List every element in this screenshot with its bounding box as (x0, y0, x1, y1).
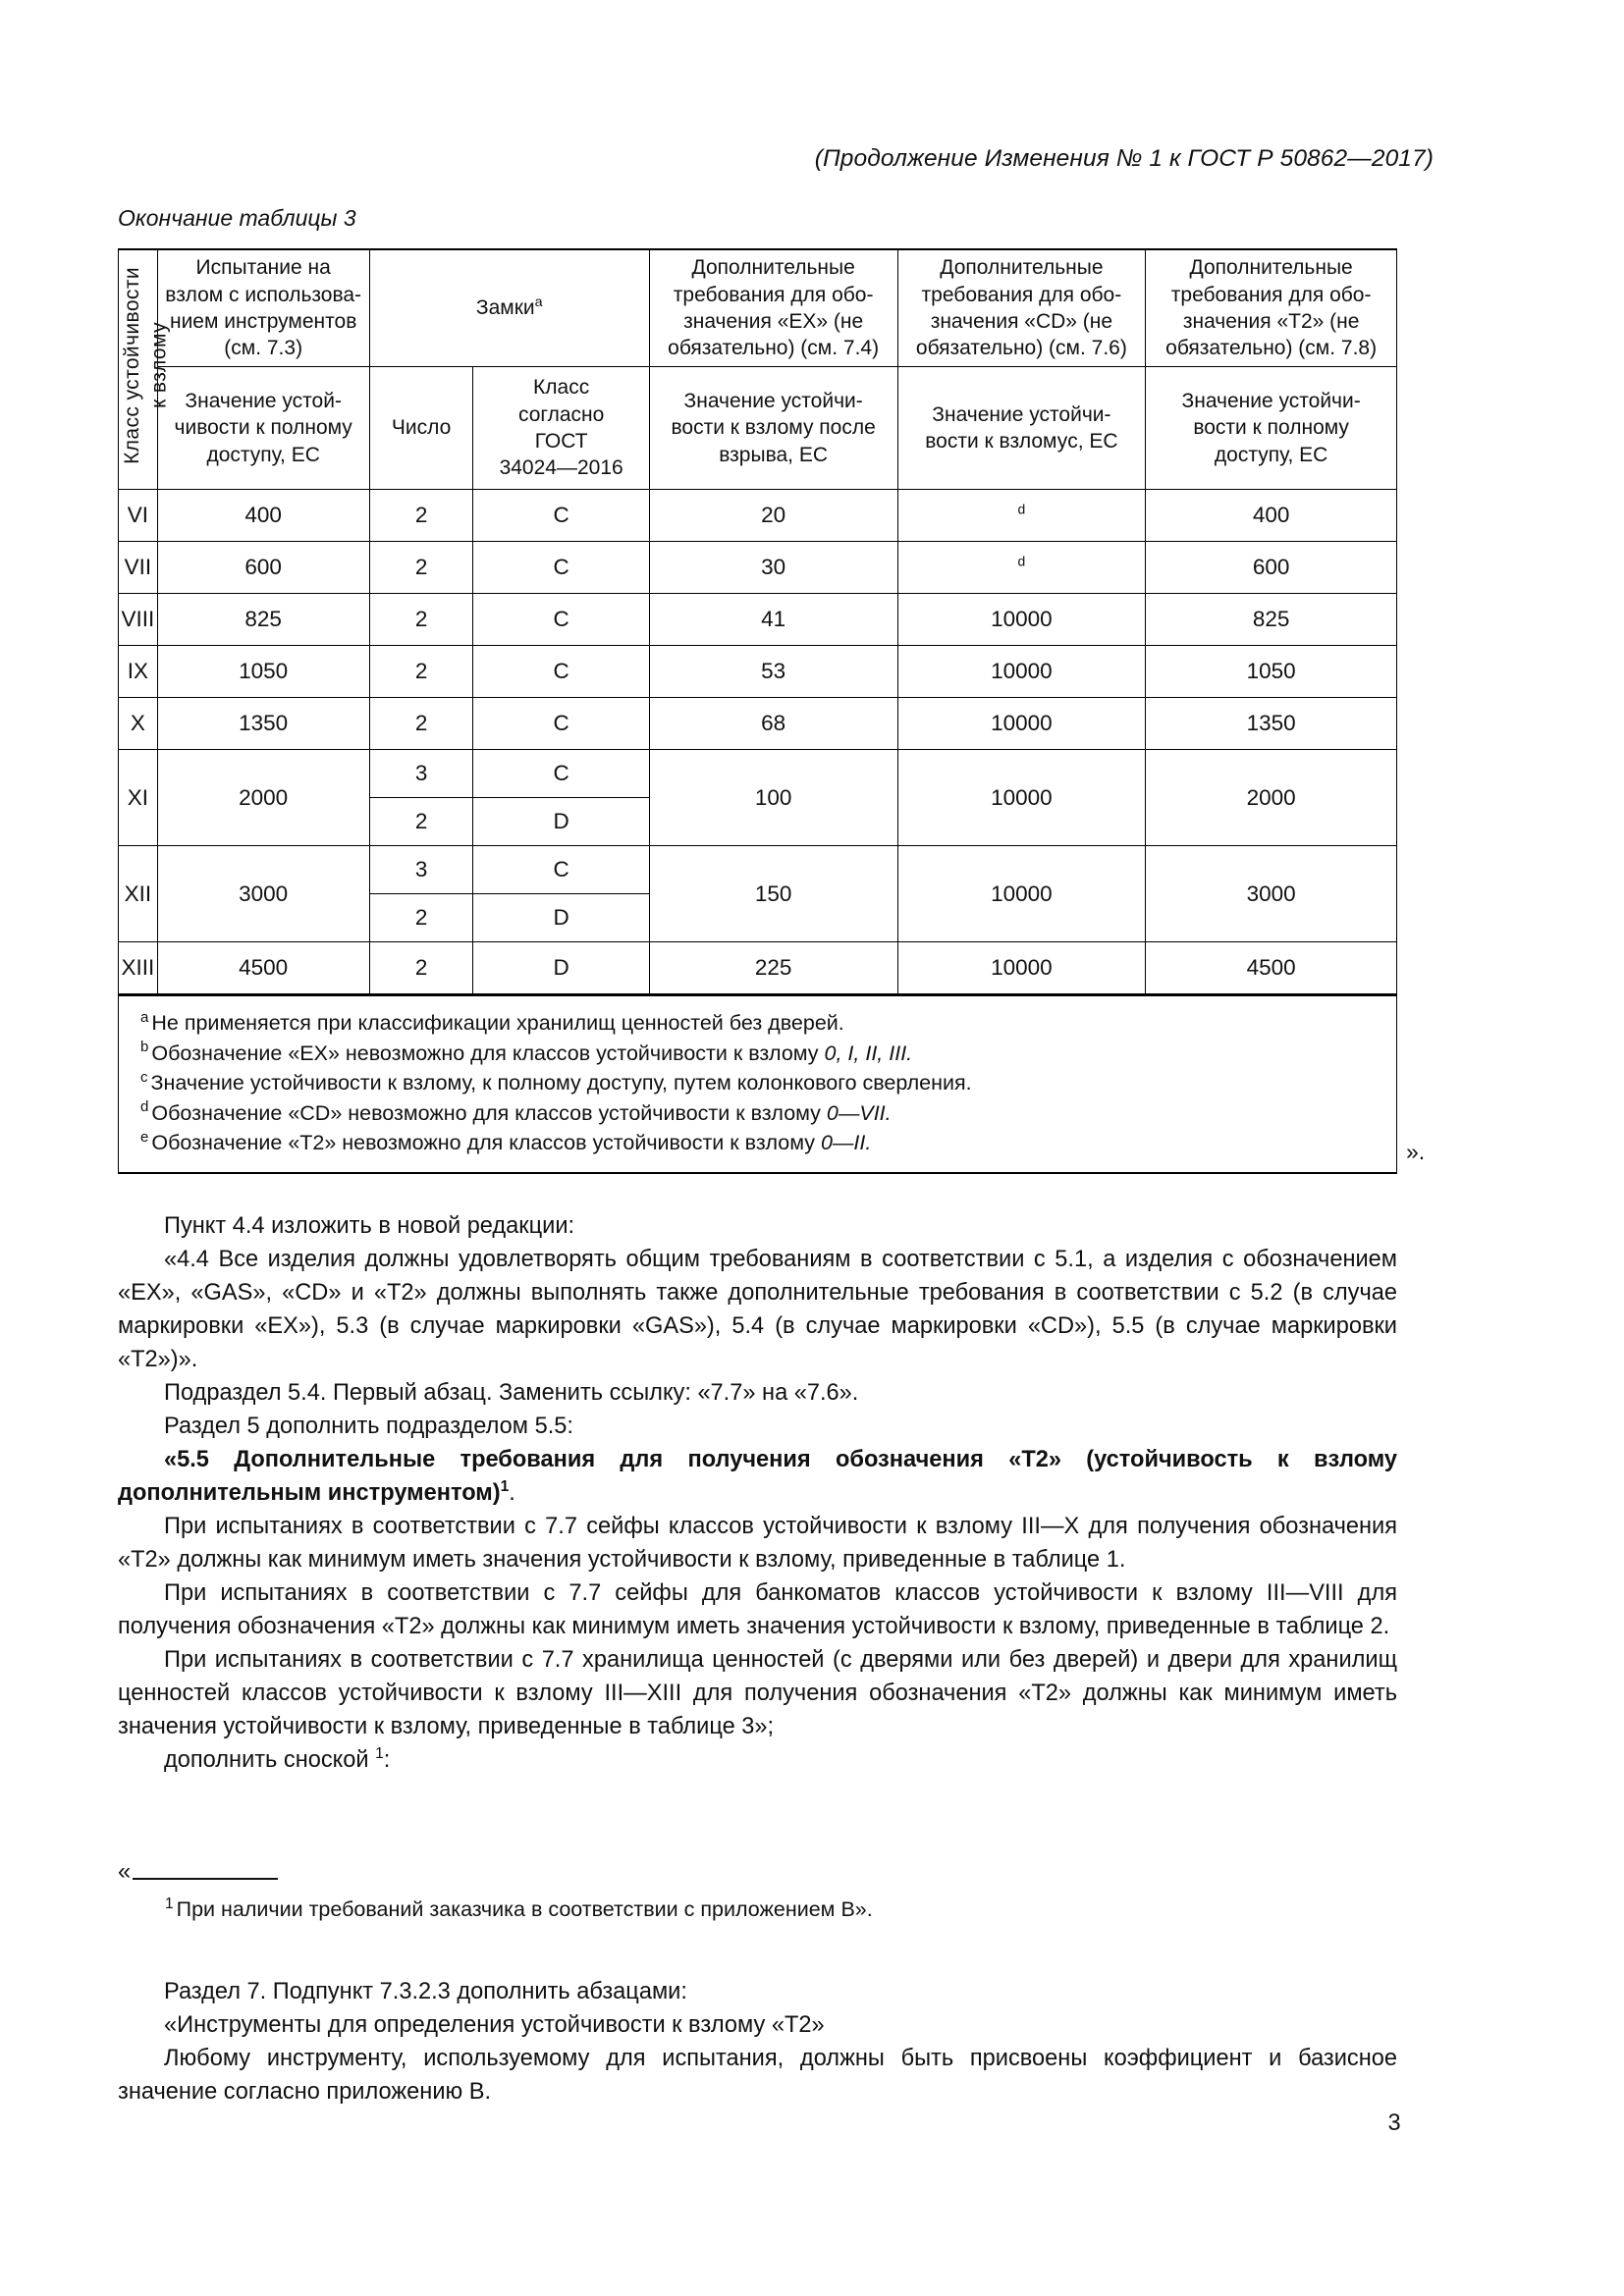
page-footnote-open-quote: « (118, 1859, 132, 1885)
footnote-italic-d: 0—VII. (826, 1100, 892, 1125)
cell-ex-value: 100 (649, 750, 897, 846)
cell-ex-value: 53 (649, 646, 897, 698)
paragraph-p8: При испытаниях в соответствии с 7.7 хранилища ценностей (с дверями или без дверей) и двери для хранилищ ценностей классов устойчивости к взлому III—XIII для получения обозначения «T2» должны как минимум иметь значения устойчивости к взлому, приведенные в таблице 3»; (118, 1646, 1397, 1739)
cell-lock-class: C (473, 646, 649, 698)
table-row (119, 846, 1397, 894)
col-subheader-ex: Значение устойчи- вости к взлому после взрыва, ЕС (649, 367, 897, 490)
cell-tools-value: 825 (157, 594, 369, 646)
paragraph-p9-footnote-mark: 1 (375, 1744, 384, 1762)
cell-lock-number: 3 (369, 750, 473, 798)
cell-lock-number: 2 (369, 594, 473, 646)
cell-lock-class: C (473, 542, 649, 594)
page-number: 3 (1387, 2110, 1401, 2136)
cell-t2-value: 2000 (1146, 750, 1397, 846)
footnote-italic-b: 0, I, II, III. (824, 1041, 913, 1065)
cell-lock-number: 2 (369, 646, 473, 698)
paragraph-p7: При испытаниях в соответствии с 7.7 сейфы для банкоматов классов устойчивости к взлому III—VIII для получения обозначения «T2» должны как минимум иметь значения устойчивости к взлому, приведенные в таблице 2. (118, 1579, 1397, 1639)
page-footnote-rule (133, 1878, 278, 1880)
footnote-text-a: Не применяется при классификации хранилищ ценностей без дверей. (151, 1011, 844, 1035)
col-header-locks-label: Замки (475, 296, 535, 320)
cell-lock-class: C (473, 594, 649, 646)
cell-cd-footnote-mark: d (1017, 553, 1026, 569)
cell-ex-value: 41 (649, 594, 897, 646)
cell-cd-value (897, 542, 1146, 594)
cell-t2-value: 1050 (1146, 646, 1397, 698)
cell-cd-value (897, 490, 1146, 542)
cell-lock-number: 2 (369, 942, 473, 994)
table-row (119, 698, 1397, 750)
cell-cd-value: 10000 (897, 646, 1146, 698)
paragraph-b2-p3: Любому инструменту, используемому для испытания, должны быть присвоены коэффициент и базисное значение согласно приложению В. (118, 2045, 1397, 2105)
cell-lock-class: C (473, 490, 649, 542)
table-footnote-e (140, 1128, 1384, 1158)
footnote-text-d: Обозначение «CD» невозможно для классов устойчивости к взлому (151, 1100, 827, 1125)
page-footnote-text (165, 1897, 1147, 1922)
cell-class: VI (119, 490, 158, 542)
footnote-text-c: Значение устойчивости к взлому, к полному доступу, путем колонкового сверления. (150, 1071, 972, 1095)
cell-tools-value: 1350 (157, 698, 369, 750)
cell-class: XII (119, 846, 158, 942)
table-footnote-d (140, 1098, 1384, 1129)
cell-cd-value: 10000 (897, 750, 1146, 846)
footnote-mark-b: b (140, 1039, 149, 1056)
cell-ex-value: 30 (649, 542, 897, 594)
footnote-italic-e: 0—II. (820, 1131, 872, 1155)
cell-ex-value: 225 (649, 942, 897, 994)
cell-lock-class: C (473, 750, 649, 798)
body-text-block-2 (118, 1976, 1397, 2109)
table-header-row-2 (119, 367, 1397, 490)
cell-cd-value: 10000 (897, 594, 1146, 646)
page-footnote-mark: 1 (165, 1895, 174, 1912)
table-row (119, 490, 1397, 542)
footnote-mark-c: c (140, 1068, 148, 1086)
paragraph-p5-footnote-mark: 1 (500, 1477, 510, 1495)
col-subheader-number: Число (369, 367, 473, 490)
col-subheader-t2: Значение устойчи- вости к полному доступу, ЕС (1146, 367, 1397, 490)
paragraph-p9 (118, 1744, 1397, 1778)
paragraph-p3: Подраздел 5.4. Первый абзац. Заменить ссылку: «7.7» на «7.6». (164, 1379, 859, 1406)
paragraph-p5-heading (118, 1444, 1397, 1511)
cell-tools-value: 3000 (157, 846, 369, 942)
cell-t2-value: 4500 (1146, 942, 1397, 994)
cell-t2-value: 825 (1146, 594, 1397, 646)
cell-cd-footnote-mark: d (1017, 501, 1026, 517)
col-header-class-vertical-text: Класс устойчивости к взлому (121, 267, 171, 465)
col-header-locks-group (369, 249, 649, 367)
col-subheader-lock-class: Класс согласно ГОСТ 34024—2016 (473, 367, 649, 490)
cell-lock-number: 2 (369, 894, 473, 942)
paragraph-p9-text: дополнить сноской (164, 1746, 376, 1773)
cell-lock-number: 3 (369, 846, 473, 894)
table-footnote-b (140, 1039, 1384, 1069)
cell-t2-value: 1350 (1146, 698, 1397, 750)
table-footnote-a (140, 1008, 1384, 1039)
footnote-text-b: Обозначение «EX» невозможно для классов устойчивости к взлому (151, 1041, 825, 1065)
cell-lock-class: C (473, 846, 649, 894)
cell-t2-value: 400 (1146, 490, 1397, 542)
col-header-ex-group: Дополнительные требования для обо- значения «EX» (не обязательно) (см. 7.4) (649, 249, 897, 367)
paragraph-b2-p2: «Инструменты для определения устойчивости к взлому «T2» (164, 2011, 825, 2038)
footnote-mark-a: a (140, 1008, 149, 1026)
paragraph-p1: Пункт 4.4 изложить в новой редакции: (164, 1213, 575, 1239)
table-caption: Окончание таблицы 3 (118, 205, 356, 231)
footnote-mark-d: d (140, 1098, 149, 1116)
cell-t2-value: 3000 (1146, 846, 1397, 942)
cell-class: X (119, 698, 158, 750)
page-footnote-body: При наличии требований заказчика в соответствии с приложением В». (176, 1897, 873, 1921)
cell-lock-number: 2 (369, 542, 473, 594)
cell-tools-value: 600 (157, 542, 369, 594)
table-body (119, 490, 1397, 994)
col-subheader-tools: Значение устой- чивости к полному доступу, ЕС (157, 367, 369, 490)
cell-cd-value: 10000 (897, 942, 1146, 994)
table-footnotes (118, 994, 1397, 1174)
table-3 (118, 248, 1397, 994)
table-row (119, 646, 1397, 698)
cell-lock-class: D (473, 798, 649, 846)
paragraph-p4: Раздел 5 дополнить подразделом 5.5: (164, 1413, 573, 1439)
cell-tools-value: 4500 (157, 942, 369, 994)
col-header-t2-group: Дополнительные требования для обо- значения «T2» (не обязательно) (см. 7.8) (1146, 249, 1397, 367)
paragraph-p2: «4.4 Все изделия должны удовлетворять общим требованиям в соответствии с 5.1, а изделия с обозначением «EX», «GAS», «CD» и «T2» должны выполнять также дополнительные требования в соответствии с 5.2 (в случае маркировки «EX»), 5.3 (в случае маркировки «GAS»), 5.4 (в случае маркировки «CD»), 5.5 (в случае маркировки «T2»)». (118, 1246, 1397, 1372)
paragraph-b2-p1: Раздел 7. Подпункт 7.3.2.3 дополнить абзацами: (164, 1979, 687, 2004)
footnote-text-e: Обозначение «T2» невозможно для классов устойчивости к взлому (151, 1131, 821, 1155)
paragraph-p6: При испытаниях в соответствии с 7.7 сейфы классов устойчивости к взлому III—X для получения обозначения «T2» должны как минимум иметь значения устойчивости к взлому, приведенные в таблице 1. (118, 1513, 1397, 1573)
body-text-block-1 (118, 1210, 1397, 1777)
table-row (119, 542, 1397, 594)
cell-lock-number: 2 (369, 798, 473, 846)
cell-tools-value: 1050 (157, 646, 369, 698)
table-3-container (118, 248, 1397, 1174)
cell-class: VII (119, 542, 158, 594)
cell-lock-number: 2 (369, 490, 473, 542)
table-footnote-c (140, 1068, 1384, 1098)
cell-ex-value: 150 (649, 846, 897, 942)
table-row (119, 942, 1397, 994)
col-header-class-vertical (119, 249, 171, 490)
col-header-cd-group: Дополнительные требования для обо- значения «CD» (не обязательно) (см. 7.6) (897, 249, 1146, 367)
cell-tools-value: 400 (157, 490, 369, 542)
col-header-tools-group: Испытание на взлом с использова- нием инструментов (см. 7.3) (157, 249, 369, 367)
cell-cd-value: 10000 (897, 698, 1146, 750)
cell-lock-class: D (473, 942, 649, 994)
cell-class: IX (119, 646, 158, 698)
paragraph-p9-tail: : (383, 1746, 391, 1773)
cell-t2-value: 600 (1146, 542, 1397, 594)
cell-tools-value: 2000 (157, 750, 369, 846)
cell-lock-class: C (473, 698, 649, 750)
running-head: (Продолжение Изменения № 1 к ГОСТ Р 50862—2017) (814, 145, 1434, 172)
cell-lock-class: D (473, 894, 649, 942)
paragraph-p5-bold: «5.5 Дополнительные требования для получения обозначения «T2» (устойчивость к взлому дополнительным инструментом) (118, 1446, 1397, 1506)
col-subheader-cd: Значение устойчи- вости к взломуc, ЕС (897, 367, 1146, 490)
table-row (119, 594, 1397, 646)
table-header-row-1 (119, 249, 1397, 367)
table-closing-quote: ». (1406, 1139, 1426, 1164)
cell-cd-value: 10000 (897, 846, 1146, 942)
cell-ex-value: 20 (649, 490, 897, 542)
cell-class: VIII (119, 594, 158, 646)
footnote-mark-e: e (140, 1128, 149, 1146)
cell-lock-number: 2 (369, 698, 473, 750)
cell-ex-value: 68 (649, 698, 897, 750)
col-header-locks-footnote-mark: a (534, 294, 543, 311)
table-row (119, 750, 1397, 798)
cell-class: XIII (119, 942, 158, 994)
cell-class: XI (119, 750, 158, 846)
paragraph-p5-tail: . (509, 1479, 515, 1506)
